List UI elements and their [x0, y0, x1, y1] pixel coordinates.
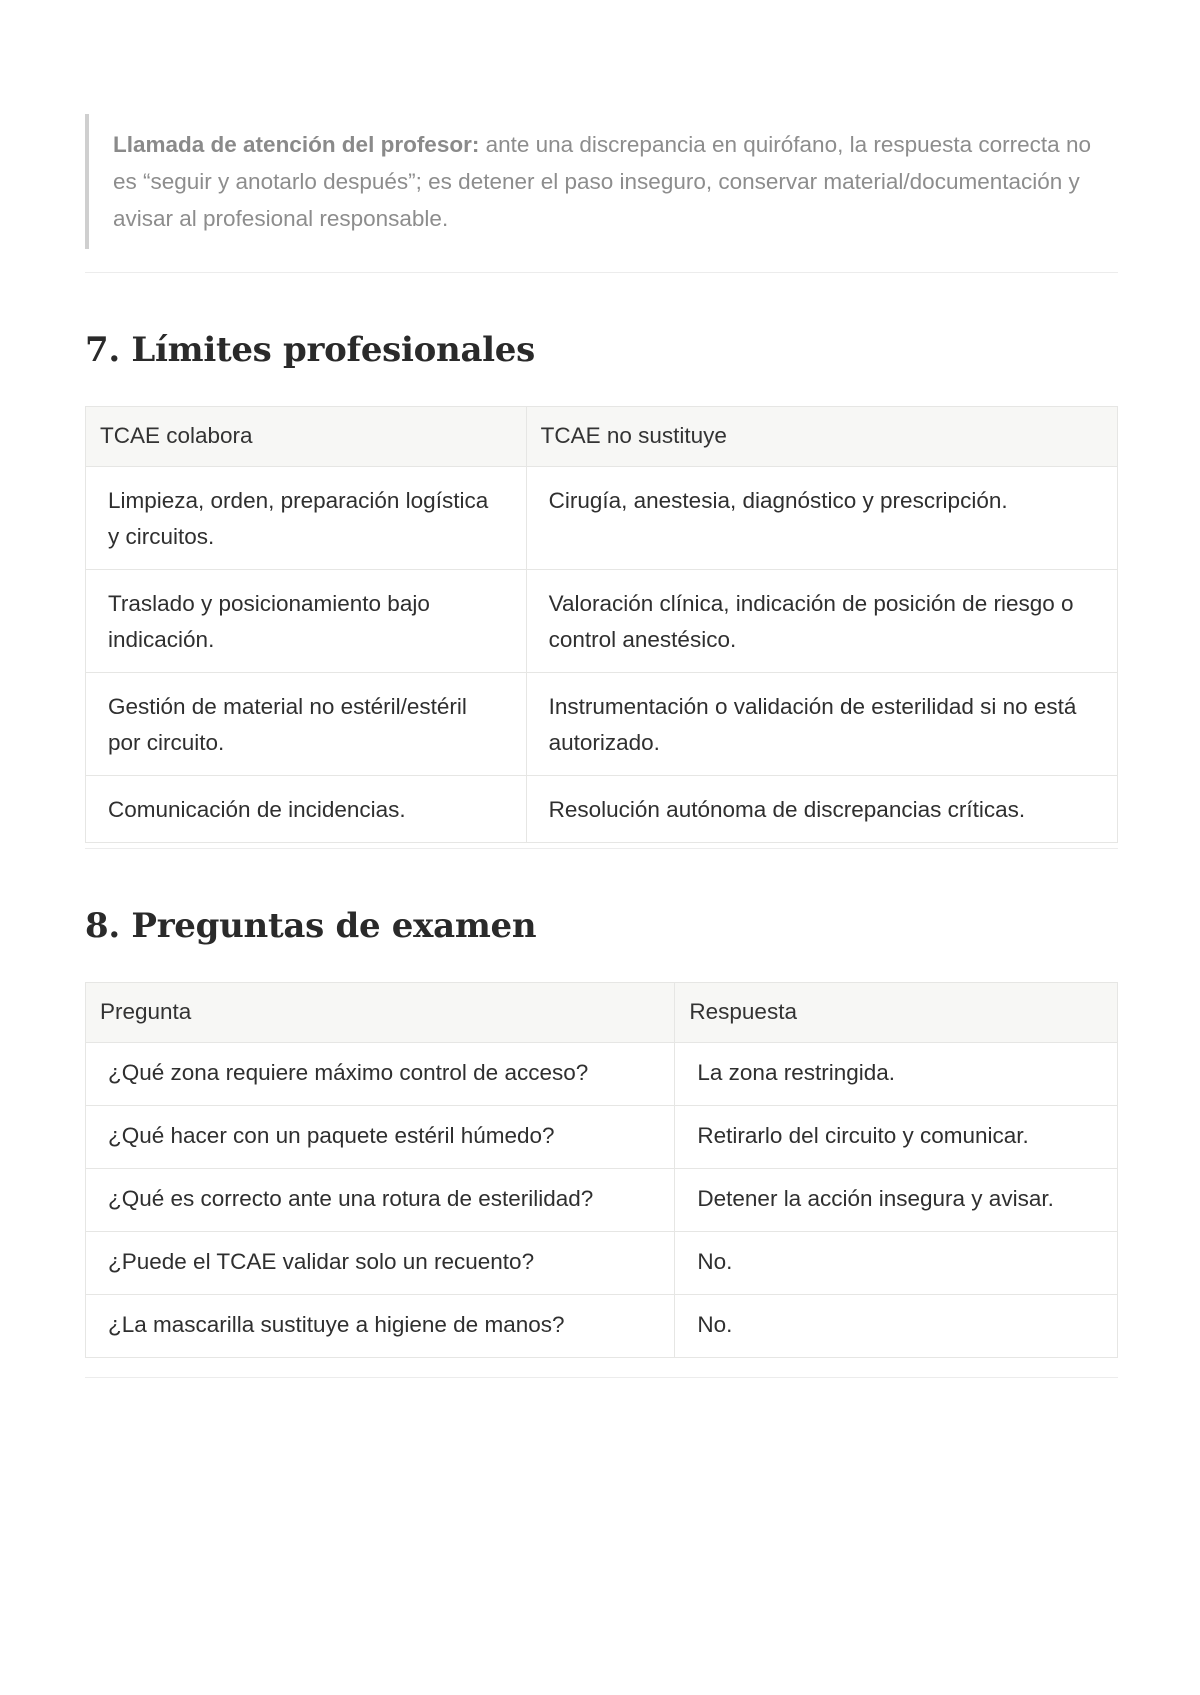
section-7-title: 7. Límites profesionales: [85, 330, 535, 370]
table-cell: ¿Qué es correcto ante una rotura de esterilidad?: [86, 1169, 675, 1232]
column-header: Respuesta: [675, 983, 1118, 1043]
table-cell: Cirugía, anestesia, diagnóstico y prescripción.: [526, 467, 1117, 570]
section-divider: [85, 1377, 1118, 1378]
table-header-row: [86, 983, 1118, 1043]
table-row: [86, 1295, 1118, 1358]
limits-table: [85, 406, 1118, 843]
callout-text: ante una discrepancia en quirófano, la respuesta correcta no es “seguir y anotarlo después”; es detener el paso inseguro, conservar material/documentación y avisar al profesional responsable.: [113, 132, 1091, 231]
section-divider: [85, 272, 1118, 273]
table-cell: ¿Puede el TCAE validar solo un recuento?: [86, 1232, 675, 1295]
table-row: [86, 467, 1118, 570]
table-cell: ¿La mascarilla sustituye a higiene de manos?: [86, 1295, 675, 1358]
table-row: [86, 1232, 1118, 1295]
table-cell: Detener la acción insegura y avisar.: [675, 1169, 1118, 1232]
table-cell: No.: [675, 1232, 1118, 1295]
table-cell: Valoración clínica, indicación de posición de riesgo o control anestésico.: [526, 570, 1117, 673]
section-8-title: 8. Preguntas de examen: [85, 906, 537, 946]
table-cell: Instrumentación o validación de esterilidad si no está autorizado.: [526, 673, 1117, 776]
table-row: [86, 776, 1118, 843]
section-divider: [85, 848, 1118, 849]
column-header: Pregunta: [86, 983, 675, 1043]
table-row: [86, 1043, 1118, 1106]
table-cell: Limpieza, orden, preparación logística y circuitos.: [86, 467, 527, 570]
table-cell: Resolución autónoma de discrepancias críticas.: [526, 776, 1117, 843]
teacher-note-callout: [85, 114, 1095, 249]
table-cell: Comunicación de incidencias.: [86, 776, 527, 843]
table-cell: Gestión de material no estéril/estéril por circuito.: [86, 673, 527, 776]
table-cell: ¿Qué zona requiere máximo control de acceso?: [86, 1043, 675, 1106]
table-cell: No.: [675, 1295, 1118, 1358]
callout-label: Llamada de atención del profesor:: [113, 132, 480, 157]
table-header-row: [86, 407, 1118, 467]
table-row: [86, 1106, 1118, 1169]
table-row: [86, 570, 1118, 673]
exam-questions-table: [85, 982, 1118, 1358]
table-cell: Traslado y posicionamiento bajo indicación.: [86, 570, 527, 673]
column-header: TCAE no sustituye: [526, 407, 1117, 467]
table-row: [86, 673, 1118, 776]
table-cell: ¿Qué hacer con un paquete estéril húmedo?: [86, 1106, 675, 1169]
table-row: [86, 1169, 1118, 1232]
column-header: TCAE colabora: [86, 407, 527, 467]
table-cell: La zona restringida.: [675, 1043, 1118, 1106]
table-cell: Retirarlo del circuito y comunicar.: [675, 1106, 1118, 1169]
